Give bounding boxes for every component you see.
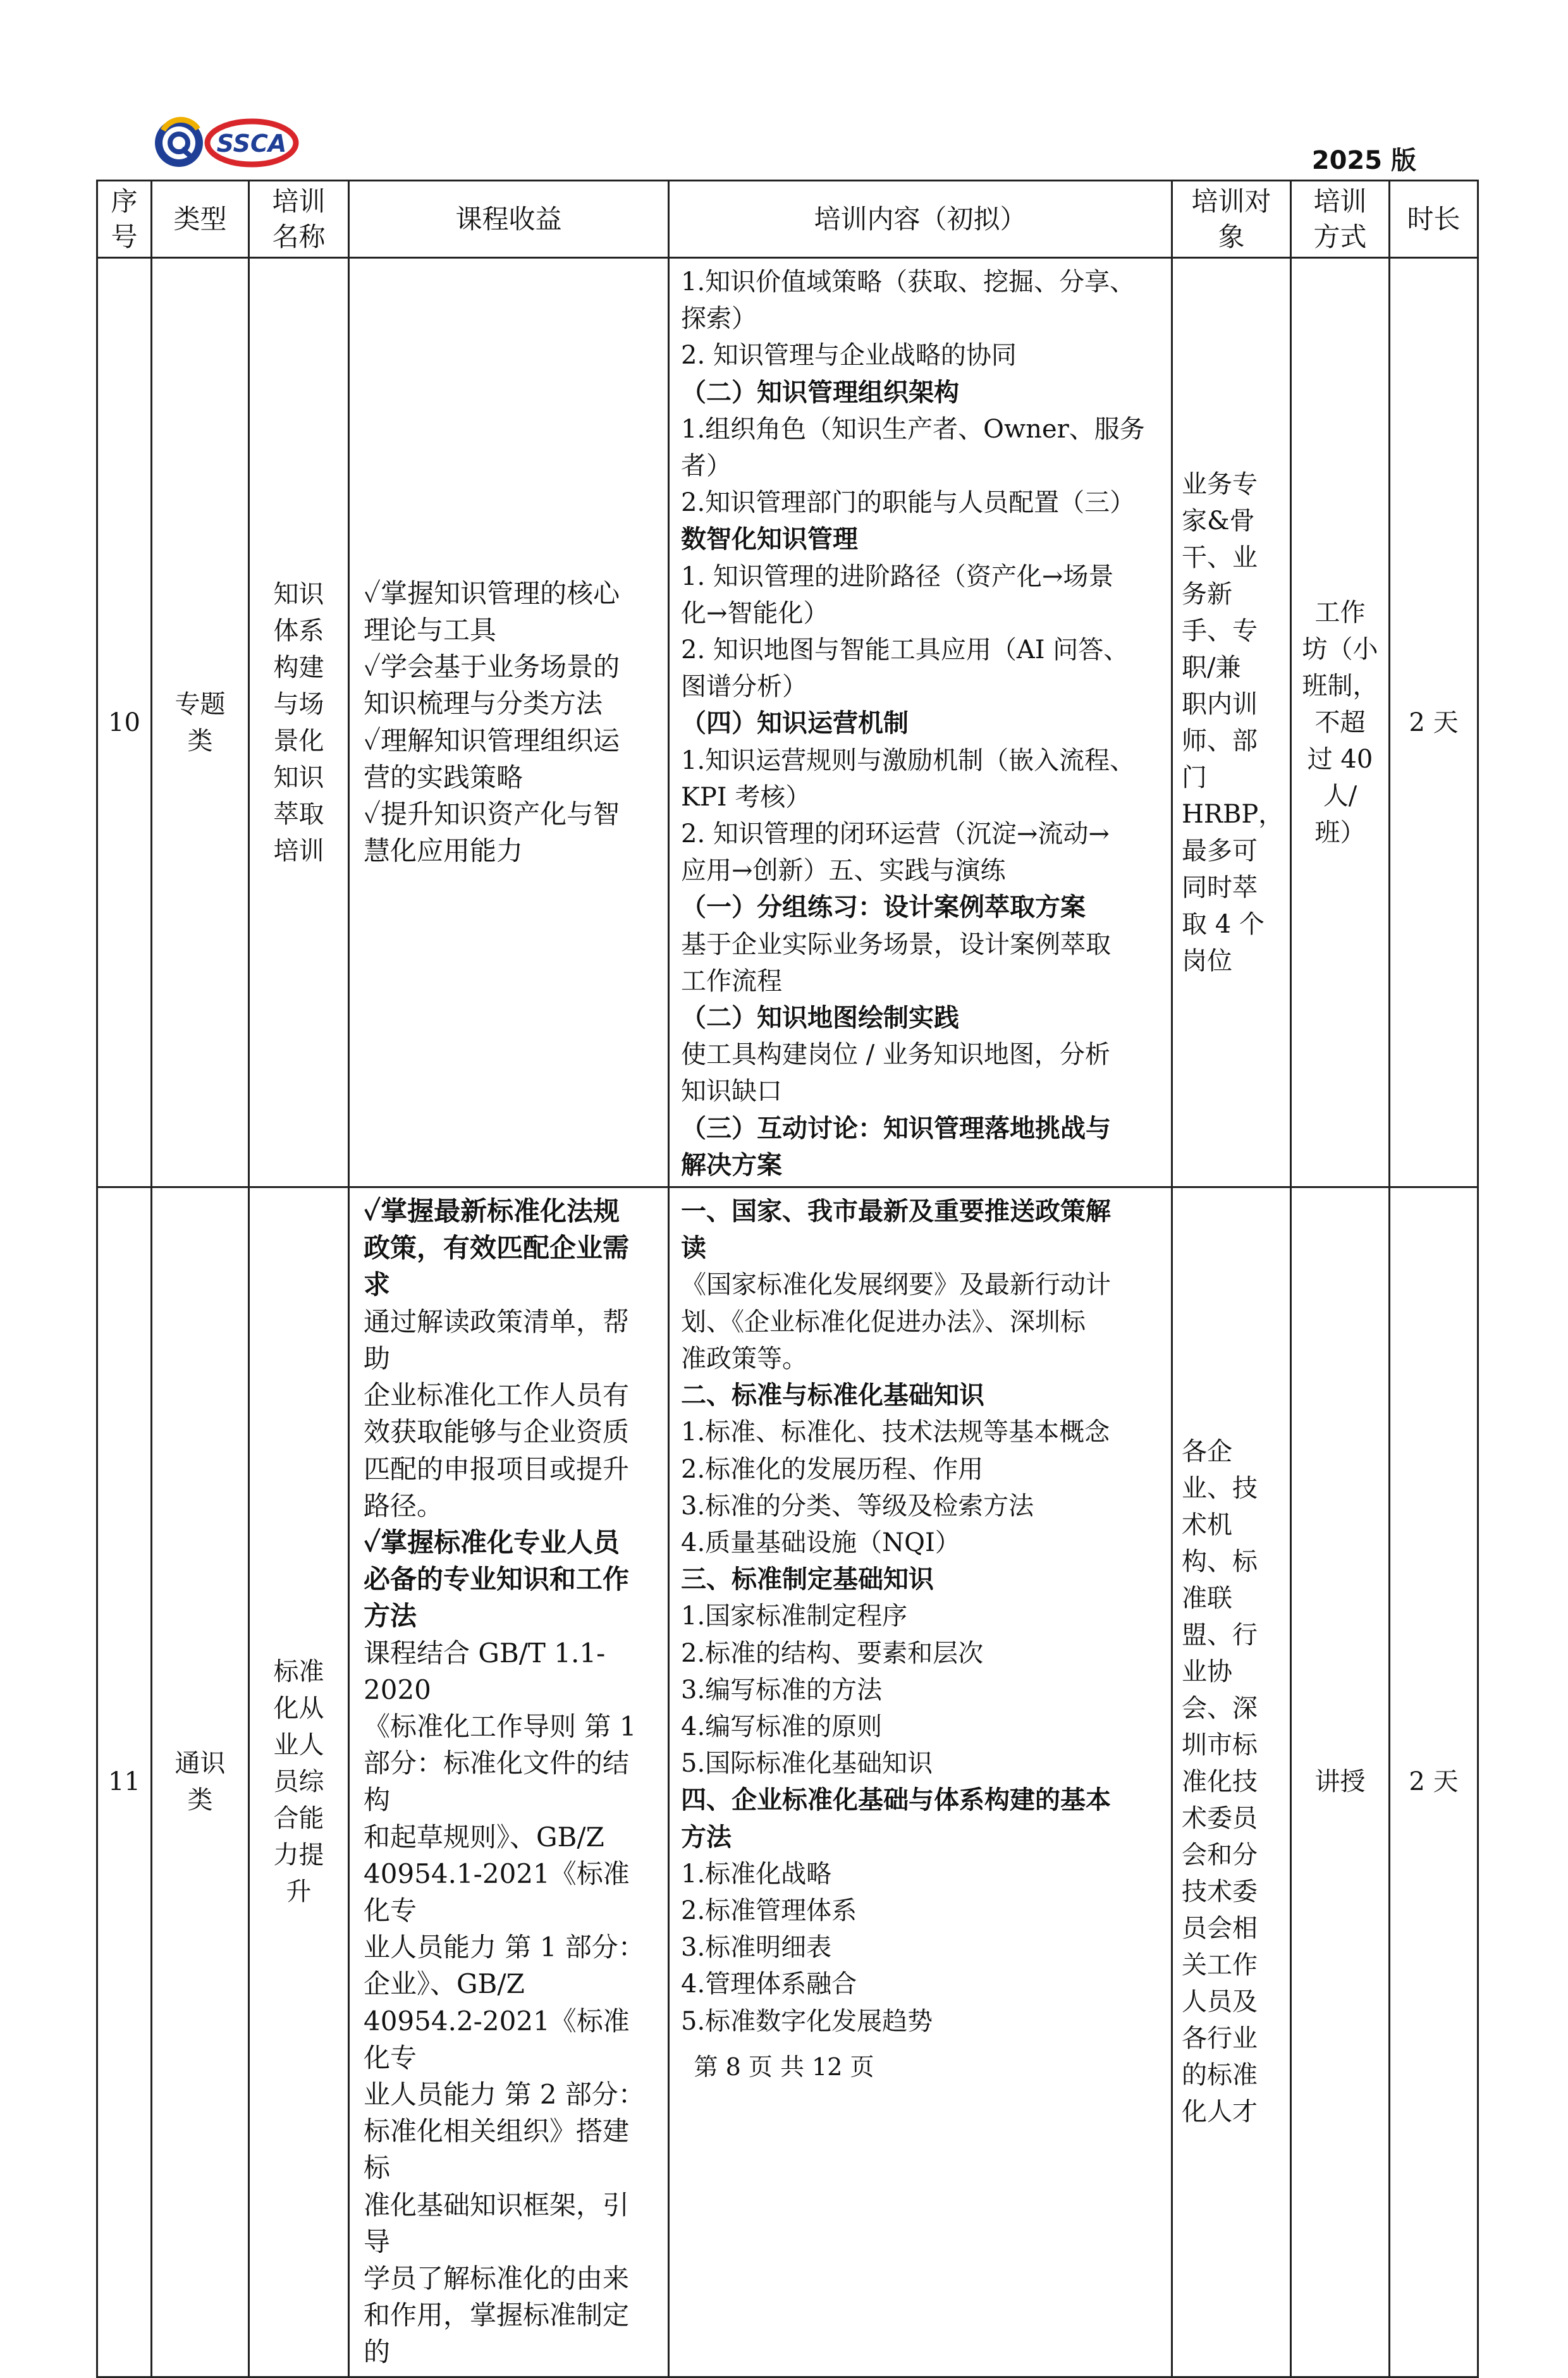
text-line: 会和分 bbox=[1182, 1841, 1258, 1870]
text-line: ✓掌握知识管理的核心 bbox=[364, 577, 620, 609]
text-line: 通过解读政策清单，帮助 bbox=[364, 1306, 630, 1374]
text-line: 构、标 bbox=[1182, 1547, 1258, 1577]
text-line: 四、企业标准化基础与体系构建的基本 bbox=[681, 1785, 1111, 1815]
text-line: 术委员 bbox=[1182, 1804, 1258, 1834]
text-line: 探索） bbox=[681, 304, 757, 334]
text-line: 应用→创新）五、实践与演练 bbox=[681, 856, 1006, 886]
row-benefit bbox=[349, 1187, 669, 2377]
text-line: ✓学会基于业务场景的 bbox=[364, 651, 620, 683]
text-line: 景化 bbox=[273, 726, 324, 756]
text-line: 2.知识管理部门的职能与人员配置（三） bbox=[681, 488, 1136, 518]
col-header-type: 类型 bbox=[152, 181, 249, 258]
text-line: 员会相 bbox=[1182, 1914, 1258, 1944]
text-line: 1. 知识管理的进阶路径（资产化→场景 bbox=[681, 561, 1114, 591]
text-line: 过 40 bbox=[1307, 744, 1373, 774]
text-line: 不超 bbox=[1314, 708, 1366, 737]
text-line: 3.编写标准的方法 bbox=[681, 1675, 883, 1705]
text-line: 各企 bbox=[1182, 1437, 1232, 1467]
row-method bbox=[1291, 1187, 1390, 2377]
ssca-logo bbox=[150, 111, 302, 175]
text-line: 3.标准的分类、等级及检索方法 bbox=[681, 1491, 1034, 1521]
text-line: 路径。 bbox=[364, 1490, 444, 1521]
text-line: 二、标准与标准化基础知识 bbox=[681, 1380, 984, 1411]
text-line: 1.组织角色（知识生产者、Owner、服务 bbox=[681, 414, 1145, 444]
text-line: ✓掌握最新标准化法规 bbox=[364, 1196, 620, 1227]
text-line: 方法 bbox=[364, 1600, 417, 1632]
text-line: 《标准化工作导则 第 1 bbox=[364, 1710, 637, 1742]
text-line: 职/兼 bbox=[1182, 653, 1241, 682]
header-row bbox=[97, 181, 1478, 258]
text-line: 业协 bbox=[1182, 1657, 1232, 1687]
text-line: （四）知识运营机制 bbox=[681, 708, 909, 739]
text-line: 课程结合 GB/T 1.1-2020 bbox=[364, 1637, 606, 1705]
text-line: 划、《企业标准化促进办法》、深圳标 bbox=[681, 1307, 1086, 1337]
text-line: 读 bbox=[681, 1233, 706, 1263]
text-line: 的标准 bbox=[1182, 2061, 1258, 2090]
row-duration: 2 天 bbox=[1390, 1187, 1478, 2377]
text-line: 各行业 bbox=[1182, 2024, 1258, 2054]
text-line: 培训 bbox=[273, 836, 324, 866]
col-header-name: 培训 名称 bbox=[249, 181, 349, 258]
text-line: 2. 知识管理与企业战略的协同 bbox=[681, 341, 1017, 371]
text-line: （三）互动讨论：知识管理落地挑战与 bbox=[681, 1113, 1111, 1143]
row-content bbox=[669, 258, 1172, 1187]
text-line: 1.知识价值域策略（获取、挖掘、分享、 bbox=[681, 267, 1136, 297]
text-line: 部分：标准化文件的结构 bbox=[364, 1748, 630, 1816]
text-line: 合能 bbox=[273, 1804, 324, 1834]
text-line: 手、专 bbox=[1182, 616, 1258, 646]
text-line: 萃取 bbox=[273, 799, 324, 829]
text-line: 业、技 bbox=[1182, 1474, 1258, 1504]
row-name bbox=[249, 258, 349, 1187]
text-line: 数智化知识管理 bbox=[681, 524, 858, 555]
table-row bbox=[97, 258, 1478, 1187]
text-line: 知识 bbox=[273, 763, 324, 792]
text-line: （一）分组练习：设计案例萃取方案 bbox=[681, 892, 1086, 922]
text-line: 效获取能够与企业资质 bbox=[364, 1416, 630, 1448]
text-line: 3.标准明细表 bbox=[681, 1933, 832, 1963]
text-line: 最多可 bbox=[1182, 836, 1258, 866]
text-line: 与场 bbox=[273, 689, 324, 719]
text-line: 企业标准化工作人员有 bbox=[364, 1380, 630, 1411]
table-row bbox=[97, 1187, 1478, 2377]
text-line: 体系 bbox=[273, 616, 324, 646]
text-line: 者） bbox=[681, 451, 732, 481]
text-line: 业人 bbox=[273, 1731, 324, 1760]
text-line: 化→智能化） bbox=[681, 598, 829, 628]
text-line: ✓理解知识管理组织运 bbox=[364, 725, 620, 756]
text-line: 准联 bbox=[1182, 1584, 1232, 1614]
text-line: ✓掌握标准化专业人员 bbox=[364, 1526, 620, 1558]
text-line: 三、标准制定基础知识 bbox=[681, 1564, 934, 1595]
text-line: 准政策等。 bbox=[681, 1344, 807, 1373]
text-line: 升 bbox=[286, 1877, 312, 1907]
col-header-no: 序 号 bbox=[97, 181, 152, 258]
text-line: 讲授 bbox=[1314, 1767, 1366, 1797]
text-line: 务新 bbox=[1182, 579, 1232, 609]
text-line: 标准化相关组织》搭建标 bbox=[364, 2116, 630, 2184]
text-line: 一、国家、我市最新及重要推送政策解 bbox=[681, 1196, 1111, 1227]
text-line: 技术委 bbox=[1182, 1877, 1258, 1907]
text-line: 企业》、GB/Z bbox=[364, 1968, 525, 2000]
text-line: 40954.1-2021《标准化专 bbox=[364, 1858, 630, 1926]
text-line: 方法 bbox=[681, 1822, 732, 1852]
text-line: 40954.2-2021《标准化专 bbox=[364, 2005, 630, 2073]
text-line: 1.标准化战略 bbox=[681, 1859, 832, 1889]
text-line: 5.标准数字化发展趋势 bbox=[681, 2006, 933, 2036]
text-line: 2. 知识地图与智能工具应用（AI 问答、 bbox=[681, 635, 1129, 665]
text-line: 标准 bbox=[273, 1657, 324, 1687]
text-line: 知识缺口 bbox=[681, 1077, 782, 1106]
text-line: （二）知识地图绘制实践 bbox=[681, 1003, 959, 1033]
text-line: 准化基础知识框架，引导 bbox=[364, 2189, 630, 2257]
text-line: 工作流程 bbox=[681, 966, 782, 996]
row-name bbox=[249, 1187, 349, 2377]
text-line: 业人员能力 第 1 部分： bbox=[364, 1932, 645, 1963]
col-header-duration: 时长 bbox=[1390, 181, 1478, 258]
text-line: 营的实践策略 bbox=[364, 761, 524, 793]
text-line: 2.标准的结构、要素和层次 bbox=[681, 1638, 984, 1668]
text-line: 必备的专业知识和工作 bbox=[364, 1564, 630, 1595]
text-line: 人/ bbox=[1323, 781, 1357, 811]
text-line: 人员及 bbox=[1182, 1987, 1258, 2017]
text-line: 2.标准化的发展历程、作用 bbox=[681, 1454, 984, 1484]
text-line: 岗位 bbox=[1182, 946, 1232, 976]
text-line: 4.管理体系融合 bbox=[681, 1970, 857, 1999]
text-line: 匹配的申报项目或提升 bbox=[364, 1453, 630, 1485]
text-line: 师、部 bbox=[1182, 726, 1258, 756]
text-line: 4.编写标准的原则 bbox=[681, 1712, 883, 1741]
row-method bbox=[1291, 258, 1390, 1187]
text-line: 图谱分析） bbox=[681, 672, 807, 702]
text-line: 干、业 bbox=[1182, 542, 1258, 572]
text-line: 和起草规则》、GB/Z bbox=[364, 1821, 604, 1853]
text-line: 员综 bbox=[273, 1767, 324, 1797]
text-line: 1.知识运营规则与激励机制（嵌入流程、 bbox=[681, 745, 1136, 775]
text-line: 理论与工具 bbox=[364, 614, 497, 646]
text-line: 术机 bbox=[1182, 1511, 1232, 1540]
text-line: 准化技 bbox=[1182, 1767, 1258, 1797]
row-no: 11 bbox=[97, 1187, 152, 2377]
text-line: 坊（小 bbox=[1302, 634, 1378, 664]
text-line: 政策，有效匹配企业需求 bbox=[364, 1232, 630, 1301]
text-line: 门 bbox=[1182, 763, 1207, 792]
text-line: 同时萃 bbox=[1182, 873, 1258, 902]
row-benefit bbox=[349, 258, 669, 1187]
text-line: 和作用，掌握标准制定的 bbox=[364, 2300, 630, 2368]
text-line: KPI 考核） bbox=[681, 782, 811, 812]
text-line: 构建 bbox=[273, 653, 324, 682]
row-type: 通识 类 bbox=[152, 1187, 249, 2377]
text-line: 《国家标准化发展纲要》及最新行动计 bbox=[681, 1270, 1111, 1300]
text-line: 化人才 bbox=[1182, 2097, 1258, 2127]
row-duration: 2 天 bbox=[1390, 258, 1478, 1187]
text-line: 班） bbox=[1314, 818, 1366, 847]
version-label: 2025 版 bbox=[1311, 146, 1416, 175]
text-line: 2.标准管理体系 bbox=[681, 1896, 857, 1925]
text-line: 解决方案 bbox=[681, 1149, 782, 1180]
text-line: 5.国际标准化基础知识 bbox=[681, 1749, 933, 1779]
text-line: 工作 bbox=[1314, 598, 1366, 627]
text-line: 1.国家标准制定程序 bbox=[681, 1602, 908, 1631]
text-line: 家&骨 bbox=[1182, 506, 1255, 536]
text-line: 盟、行 bbox=[1182, 1621, 1258, 1650]
text-line: 会、深 bbox=[1182, 1694, 1258, 1724]
text-line: 取 4 个 bbox=[1182, 909, 1265, 939]
row-no: 10 bbox=[97, 258, 152, 1187]
text-line: 化从 bbox=[273, 1694, 324, 1724]
row-content bbox=[669, 1187, 1172, 2377]
text-line: 业人员能力 第 2 部分： bbox=[364, 2078, 645, 2110]
text-line: 学员了解标准化的由来 bbox=[364, 2262, 630, 2294]
text-line: 力提 bbox=[273, 1841, 324, 1870]
text-line: 班制， bbox=[1302, 671, 1378, 701]
ssca-emblem-icon bbox=[150, 111, 302, 175]
col-header-benefit: 课程收益 bbox=[349, 181, 669, 258]
text-line: （二）知识管理组织架构 bbox=[681, 377, 959, 407]
text-line: ✓提升知识资产化与智 bbox=[364, 798, 620, 830]
text-line: 1.标准、标准化、技术法规等基本概念 bbox=[681, 1418, 1110, 1447]
text-line: 基于企业实际业务场景，设计案例萃取 bbox=[681, 929, 1111, 959]
row-target bbox=[1172, 1187, 1291, 2377]
col-header-method: 培训 方式 bbox=[1291, 181, 1390, 258]
text-line: 圳市标 bbox=[1182, 1731, 1258, 1760]
page-footer: 第 8 页 共 12 页 bbox=[694, 2053, 874, 2081]
col-header-content: 培训内容（初拟） bbox=[669, 181, 1172, 258]
text-line: 关工作 bbox=[1182, 1951, 1258, 1980]
text-line: 职内训 bbox=[1182, 689, 1258, 719]
text-line: 慧化应用能力 bbox=[364, 835, 524, 867]
text-line: 知识梳理与分类方法 bbox=[364, 688, 603, 720]
logo-text: SSCA bbox=[216, 130, 287, 157]
text-line: 使工具构建岗位 / 业务知识地图，分析 bbox=[681, 1040, 1110, 1070]
col-header-target: 培训对 象 bbox=[1172, 181, 1291, 258]
text-line: 知识 bbox=[273, 579, 324, 609]
text-line: 业务专 bbox=[1182, 469, 1258, 499]
text-line: 4.质量基础设施（NQI） bbox=[681, 1528, 960, 1557]
text-line: HRBP， bbox=[1182, 799, 1284, 829]
row-target bbox=[1172, 258, 1291, 1187]
row-type: 专题 类 bbox=[152, 258, 249, 1187]
text-line: 2. 知识管理的闭环运营（沉淀→流动→ bbox=[681, 819, 1110, 849]
